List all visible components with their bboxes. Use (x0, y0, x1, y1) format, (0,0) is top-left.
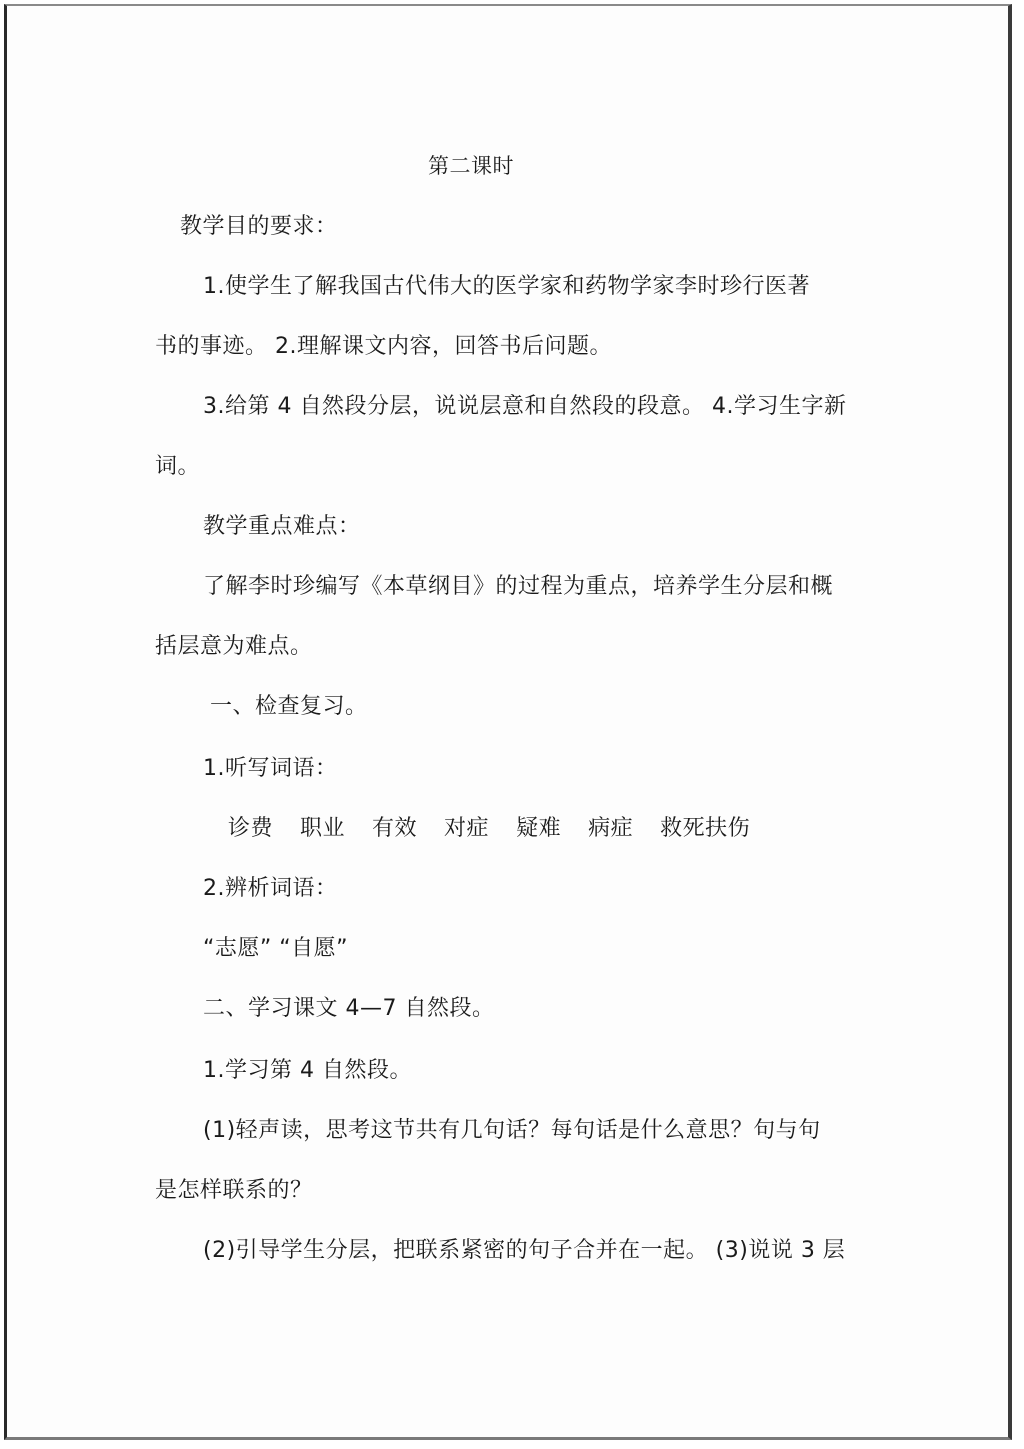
vocab-word: 救死扶伤 (660, 816, 751, 841)
goal-3-line-1: 3.给第 4 自然段分层，说说层意和自然段的段意。 4.学习生字新 (203, 394, 847, 419)
key-points-heading: 教学重点难点： (203, 514, 361, 539)
vocab-word: 病症 (588, 816, 634, 841)
vocab-word: 对症 (444, 816, 490, 841)
distinguish-words: “志愿” “自愿” (203, 936, 349, 961)
goal-1-line-2: 书的事迹。 2.理解课文内容，回答书后问题。 (155, 334, 612, 359)
study-paragraph-4: 1.学习第 4 自然段。 (203, 1058, 412, 1083)
vocab-word: 有效 (372, 816, 418, 841)
vocab-list (228, 815, 750, 843)
goal-1-line-1: 1.使学生了解我国古代伟大的医学家和药物学家李时珍行医著 (203, 274, 810, 299)
page-frame (4, 4, 1012, 1440)
section-2-heading: 二、学习课文 4—7 自然段。 (203, 996, 495, 1021)
vocab-word: 疑难 (516, 816, 562, 841)
section-1-heading: 一、检查复习。 (210, 694, 368, 719)
goal-3-line-2: 词。 (155, 454, 201, 479)
goals-heading: 教学目的要求： (180, 214, 338, 239)
page-title: 第二课时 (428, 154, 514, 178)
question-2-line: (2)引导学生分层，把联系紧密的句子合并在一起。 (3)说说 3 层 (203, 1238, 846, 1263)
distinguish-heading: 2.辨析词语： (203, 876, 338, 901)
dictation-heading: 1.听写词语： (203, 756, 338, 781)
vocab-word: 诊费 (228, 816, 274, 841)
question-1-line-1: (1)轻声读，思考这节共有几句话？每句话是什么意思？句与句 (203, 1118, 821, 1143)
vocab-word: 职业 (300, 816, 346, 841)
question-1-line-2: 是怎样联系的？ (155, 1178, 313, 1203)
key-points-line-2: 括层意为难点。 (155, 634, 313, 659)
key-points-line-1: 了解李时珍编写《本草纲目》的过程为重点，培养学生分层和概 (203, 574, 834, 599)
